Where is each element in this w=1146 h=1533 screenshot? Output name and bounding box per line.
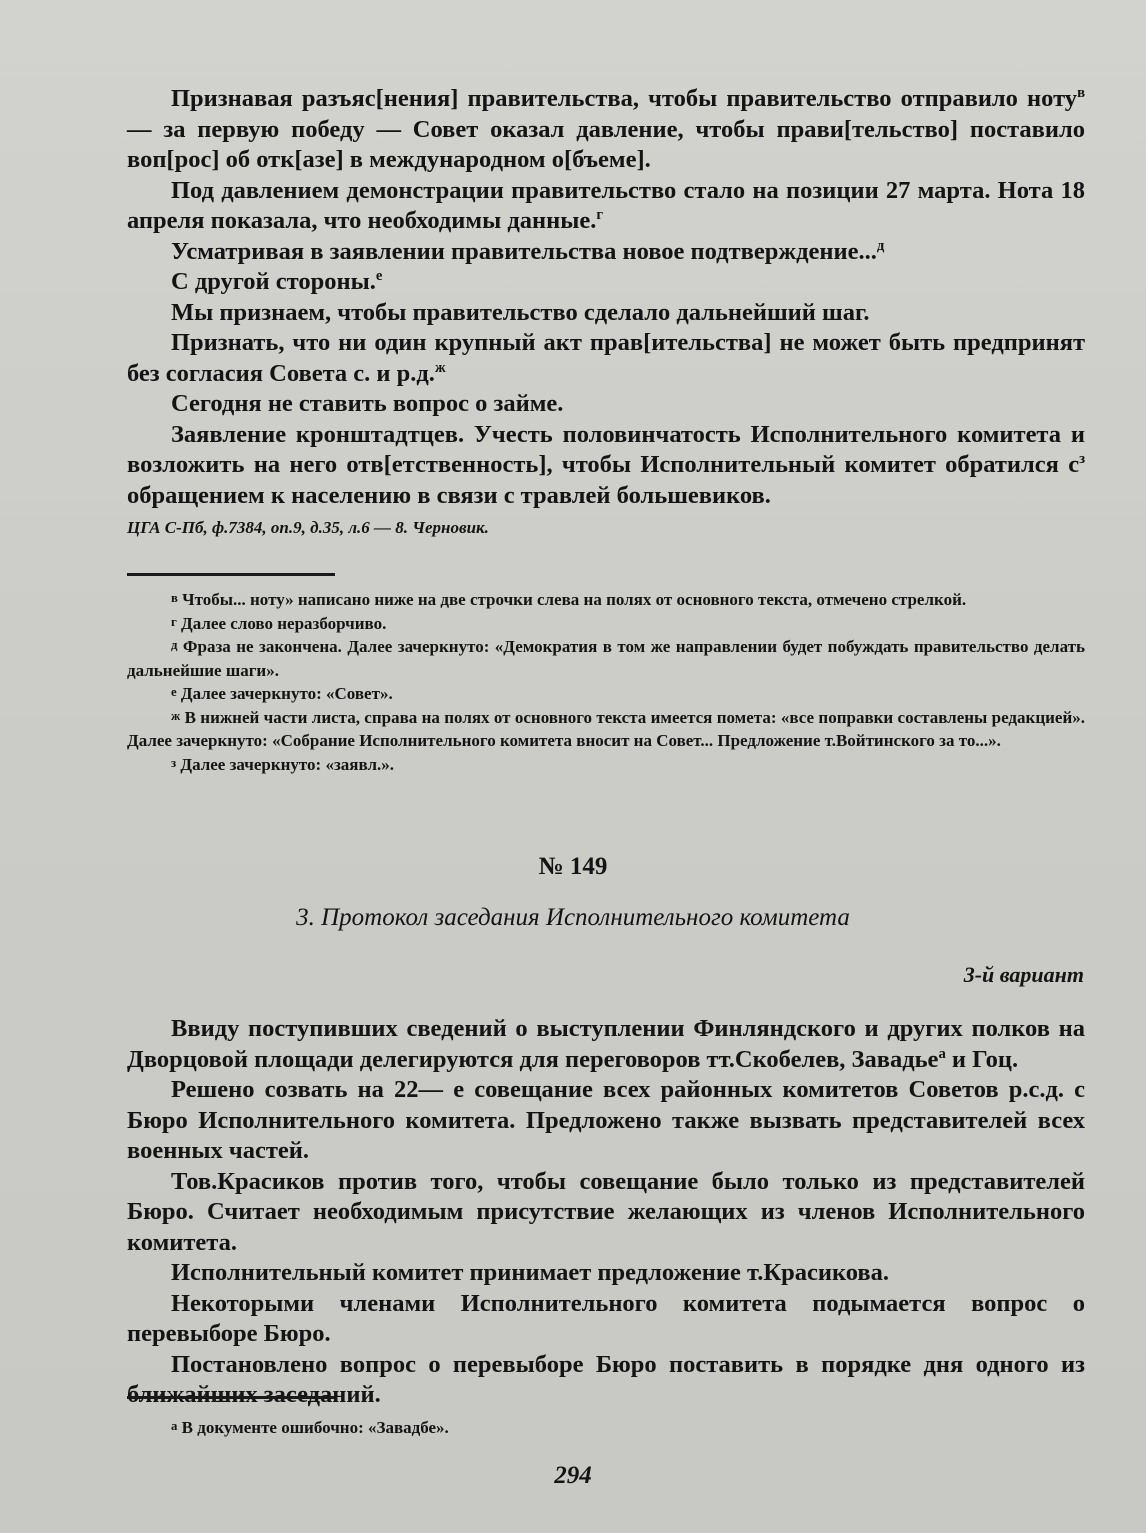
footnote: $^г$ Далее слово неразборчиво. (171, 613, 387, 633)
paragraph: Признать, что ни один крупный акт прав[ительства] не может быть предпринят без согласия Совета с. и р.д.$^ж$ (127, 329, 1085, 387)
footnote-ref: г (596, 206, 604, 223)
variant-label: 3-й вариант (963, 962, 1084, 987)
footnote: $^д$ Фраза не закончена. Далее зачеркнуто: «Демократия в том же направлении будет побуждать правительство делать дальнейшие шаги». (127, 637, 1085, 680)
page-number: 294 (554, 1462, 592, 1489)
footnote: $^е$ Далее зачеркнуто: «Совет». (171, 684, 393, 703)
footnote-ref: д (876, 237, 885, 254)
footnote-ref: з (1079, 450, 1085, 467)
footnote-divider (127, 1396, 335, 1399)
footnote-ref: е (375, 267, 383, 284)
paragraph: Под давлением демонстрации правительство стало на позиции 27 марта. Нота 18 апреля показала, что необходимы данные.$^г$ (127, 176, 1085, 234)
footnote-divider (127, 573, 335, 576)
document-number: № 149 (538, 853, 608, 880)
protocol-text-block-1 (127, 84, 1085, 511)
footnote-ref: ж (434, 359, 446, 376)
paragraph: Ввиду поступивших сведений о выступлении Финляндского и других полков на Дворцовой площади делегируются для переговоров тт.Скобелев, Завадье$^а$ и Гоц. (127, 1015, 1085, 1073)
paragraph: Признавая разъяс[нения] правительства, чтобы правительство отправило ноту$^в$ — за первую победу — Совет оказал давление, чтобы прави[тельство] поставило воп[рос] об отк[азе] в международном о[бъеме]. (127, 84, 1085, 173)
paragraph: Мы признаем, чтобы правительство сделало дальнейший шаг. (171, 298, 870, 326)
paragraph: Решено созвать на 22— е совещание всех районных комитетов Советов р.с.д. с Бюро Исполнительного комитета. Предложено также вызвать представителей всех военных частей. (127, 1076, 1085, 1164)
footnote: $^з$ Далее зачеркнуто: «заявл.». (171, 754, 394, 774)
footnotes-block-1 (127, 588, 1085, 776)
archive-source: ЦГА С-Пб, ф.7384, оп.9, д.35, л.6 — 8. Черновик. (127, 518, 489, 537)
paragraph: Сегодня не ставить вопрос о займе. (171, 390, 564, 417)
footnote: $^а$ В документе ошибочно: «Завадбе». (171, 1418, 449, 1437)
protocol-text-block-2 (127, 1014, 1085, 1411)
paragraph: С другой стороны.$^е$ (171, 267, 383, 295)
footnote-ref: в (1077, 84, 1085, 101)
footnote: $^ж$ В нижней части листа, справа на полях от основного текста имеется помета: «все поправки составлены редакцией». Далее зачеркнуто: «Собрание Исполнительного комитета вносит на Совет... Предложение т.Войтинского за то...». (127, 707, 1085, 750)
paragraph: Постановлено вопрос о перевыборе Бюро поставить в порядке дня одного из ближайших заседаний. (127, 1350, 1085, 1408)
footnote-ref: а (938, 1045, 946, 1062)
paragraph: Усматривая в заявлении правительства новое подтверждение...$^д$ (171, 237, 885, 265)
document-title: 3. Протокол заседания Исполнительного комитета (296, 904, 850, 931)
paragraph: Некоторыми членами Исполнительного комитета подымается вопрос о перевыборе Бюро. (127, 1289, 1085, 1347)
paragraph: Исполнительный комитет принимает предложение т.Красикова. (171, 1259, 890, 1286)
paragraph: Тов.Красиков против того, чтобы совещание было только из представителей Бюро. Считает необходимым присутствие желающих из членов Исполнительного комитета. (127, 1167, 1085, 1256)
footnotes-block-2 (127, 1416, 1085, 1440)
paragraph: Заявление кронштадтцев. Учесть половинчатость Исполнительного комитета и возложить на него отв[етственность], чтобы Исполнительный комитет обратился $с^з$ обращением к населению в связи с травлей большевиков. (127, 420, 1085, 509)
footnote: $^в$ Чтобы... ноту» написано ниже на две строчки слева на полях от основного текста, отмечено стрелкой. (171, 590, 967, 609)
